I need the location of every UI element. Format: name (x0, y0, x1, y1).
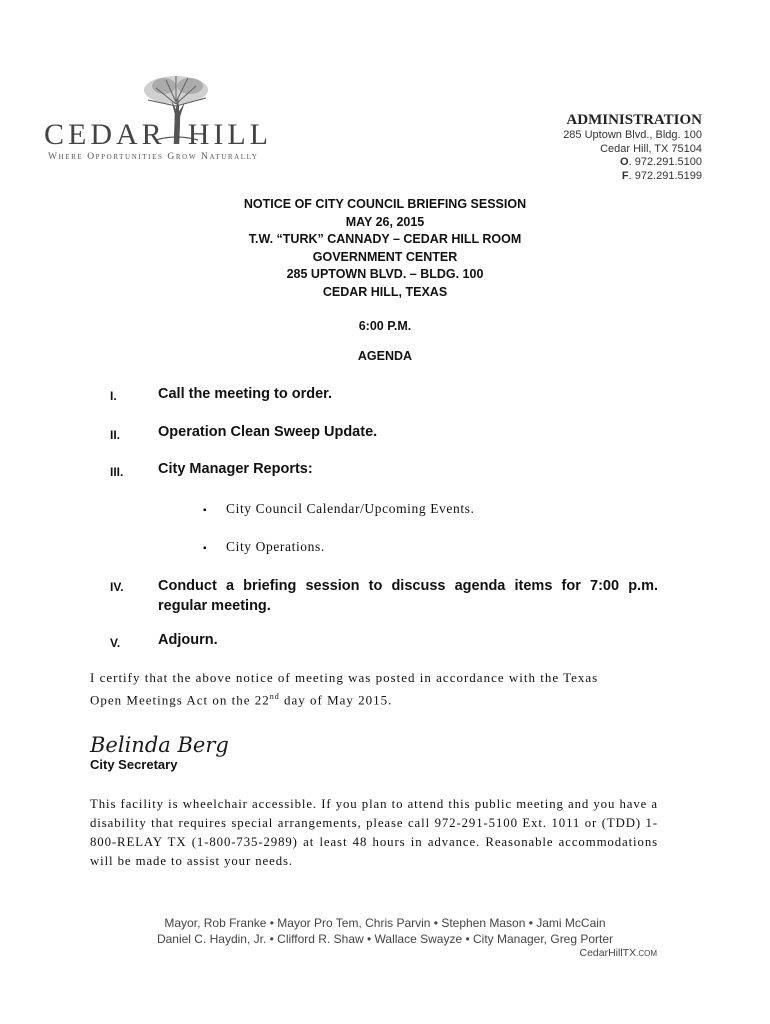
admin-address-line1: 285 Uptown Blvd., Bldg. 100 (563, 129, 702, 141)
agenda-subitem-text: City Council Calendar/Upcoming Events. (226, 501, 475, 516)
logo-wordmark: CEDAR HILL (44, 118, 272, 151)
agenda-item-text: Operation Clean Sweep Update. (158, 424, 378, 440)
agenda-item-numeral: V. (110, 636, 121, 650)
agenda-item-numeral: IV. (110, 580, 124, 594)
logo-tagline: Where Opportunities Grow Naturally (48, 152, 259, 162)
admin-address-line2: Cedar Hill, TX 75104 (600, 142, 702, 155)
accessibility-notice: This facility is wheelchair accessible. If you plan to attend this public meeting and you have a disability that requires special arrangements, please call 972-291-5100 Ext. 1011 or (TDD) 1-800-RELAY TX (1-800-735-2989) at least 48 hours in advance. Reasonable accommodations will be made to assist your needs. (90, 797, 658, 868)
footer-council-list (0, 915, 770, 947)
footer-line: Daniel C. Haydin, Jr. • Clifford R. Shaw • Wallace Swayze • City Manager, Greg Porter (156, 932, 614, 946)
administration-heading: ADMINISTRATION (566, 112, 702, 128)
certification-line: Open Meetings Act on the 22nd day of May 2015. (90, 692, 393, 708)
agenda-item-text: City Manager Reports: (158, 461, 313, 477)
agenda-item-numeral: I. (110, 389, 117, 403)
agenda-subitem-text: City Operations. (226, 539, 325, 554)
notice-line: CEDAR HILL, TEXAS (322, 284, 448, 299)
notice-line: MAY 26, 2015 (345, 214, 425, 229)
bullet-icon: ▪ (203, 505, 207, 516)
agenda-item-text: Adjourn. (158, 632, 218, 648)
signature: Belinda Berg (90, 733, 229, 757)
administration-block (563, 111, 702, 183)
notice-line: GOVERNMENT CENTER (312, 249, 458, 264)
admin-office-phone: O. 972.291.5100 (620, 156, 702, 168)
notice-line: NOTICE OF CITY COUNCIL BRIEFING SESSION (243, 197, 527, 211)
agenda-item-text: Conduct a briefing session to discuss agenda items for 7:00 p.m. regular meeting. (158, 578, 658, 614)
notice-line: T.W. “TURK” CANNADY – CEDAR HILL ROOM (248, 232, 522, 246)
signature-title: City Secretary (90, 757, 178, 772)
agenda-item-text: Call the meeting to order. (158, 386, 333, 402)
certification-line: I certify that the above notice of meeting was posted in accordance with the Texas (90, 670, 599, 685)
certification-statement (90, 668, 660, 709)
agenda-item-numeral: II. (110, 428, 121, 442)
bullet-icon: ▪ (203, 543, 207, 554)
agenda-item-numeral: III. (110, 465, 124, 479)
notice-line: 285 UPTOWN BLVD. – BLDG. 100 (286, 267, 484, 281)
meeting-time: 6:00 P.M. (358, 319, 412, 333)
notice-header (0, 196, 770, 301)
footer-line: Mayor, Rob Franke • Mayor Pro Tem, Chris Parvin • Stephen Mason • Jami McCain (164, 916, 606, 930)
cedar-hill-logo (44, 74, 272, 166)
admin-fax: F. 972.291.5199 (621, 169, 702, 182)
footer-website-link[interactable]: CedarHillTX.COM (579, 947, 657, 959)
agenda-title: AGENDA (357, 349, 413, 363)
